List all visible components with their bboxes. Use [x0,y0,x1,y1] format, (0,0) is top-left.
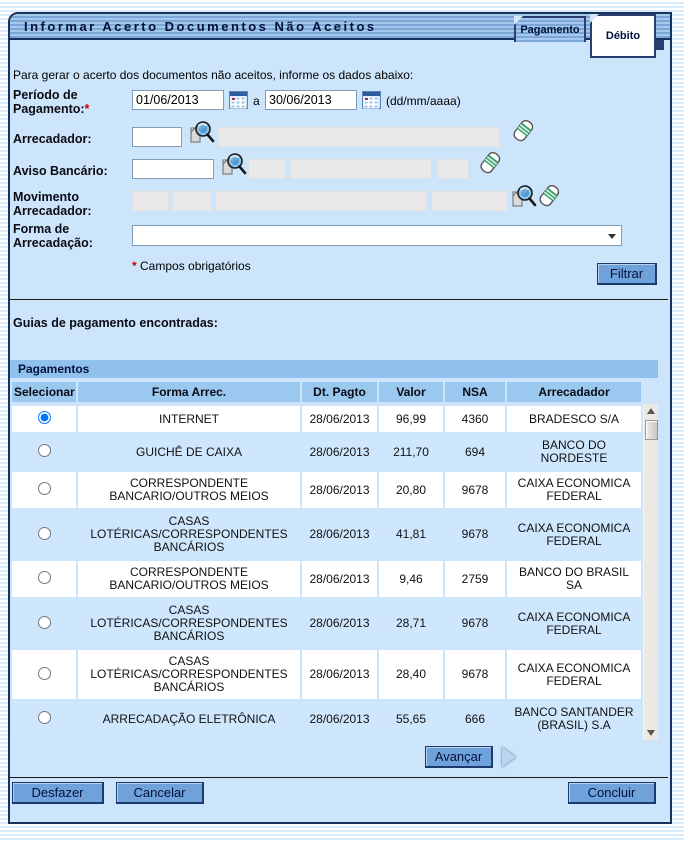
tab-pagamento[interactable] [514,16,586,42]
column-header-dtpagto: Dt. Pagto [302,382,377,402]
payments-rows [10,404,643,739]
cell-selecionar [12,434,76,470]
cell-selecionar [12,650,76,699]
cell-arrecadador: BANCO DO NORDESTE [507,434,641,470]
column-header-arrecadador: Arrecadador [507,382,641,402]
cell-nsa: 666 [445,701,505,737]
cell-arrecadador: BRADESCO S/⁠A [507,406,641,432]
aviso-bancario-label: Aviso Bancário: [13,164,108,178]
column-header-forma: Forma Arrec. [78,382,300,402]
desfazer-button[interactable]: Desfazer [12,782,104,804]
tab-fold-decoration [514,16,523,25]
cell-arrecadador: CAIXA ECONOMICA FEDERAL [507,650,641,699]
cell-selecionar [12,701,76,737]
cell-valor: 28,71 [379,599,443,648]
page-title: Informar Acerto Documentos Não Aceitos [24,19,377,34]
cancelar-button[interactable]: Cancelar [116,782,204,804]
table-row [12,510,641,559]
table-row [12,701,641,737]
movimento-field-3 [215,191,427,211]
cell-dt-pagto: 28/06/2013 [302,472,377,508]
cell-nsa: 9678 [445,599,505,648]
cell-dt-pagto: 28/06/2013 [302,650,377,699]
cell-forma-arrec: CASAS LOTÉRICAS/⁠CORRESPONDENTES BANCÁRIOS [78,599,300,648]
tab-debito[interactable] [590,14,656,58]
section-divider [10,299,668,300]
aviso-field-1 [248,159,286,179]
aviso-field-2 [290,159,432,179]
avancar-button[interactable]: Avançar [425,746,493,768]
table-row [12,406,641,432]
cell-valor: 55,65 [379,701,443,737]
cell-selecionar [12,599,76,648]
vertical-scrollbar[interactable] [643,404,658,740]
cell-forma-arrec: CASAS LOTÉRICAS/⁠CORRESPONDENTES BANCÁRIOS [78,510,300,559]
movimento-field-4 [431,191,508,211]
select-row-radio[interactable] [38,527,51,540]
payments-header-row [10,380,643,404]
movimento-arrecadador-label: Movimento Arrecadador: [13,190,92,218]
scrollbar-down-button[interactable] [644,726,658,740]
table-row [12,599,641,648]
search-icon[interactable] [188,120,215,150]
select-row-radio[interactable] [38,667,51,680]
cell-arrecadador: BANCO DO BRASIL SA [507,561,641,597]
select-row-radio[interactable] [38,482,51,495]
periodo-to-input[interactable] [265,90,357,110]
cell-forma-arrec: CORRESPONDENTE BANCARIO/⁠OUTROS MEIOS [78,561,300,597]
select-row-radio[interactable] [38,711,51,724]
table-row [12,561,641,597]
movimento-field-1 [132,191,169,211]
forma-arrecadacao-label: Forma de Arrecadação: [13,222,93,250]
concluir-button[interactable]: Concluir [568,782,656,804]
cell-arrecadador: CAIXA ECONOMICA FEDERAL [507,599,641,648]
filtrar-button[interactable]: Filtrar [597,263,657,285]
eraser-icon[interactable] [511,118,535,149]
cell-dt-pagto: 28/06/2013 [302,561,377,597]
table-row [12,434,641,470]
periodo-from-input[interactable] [132,90,224,110]
cell-forma-arrec: ARRECADAÇÃO ELETRÔNICA [78,701,300,737]
date-format-hint: (dd/mm/aaaa) [386,94,461,108]
cell-nsa: 2759 [445,561,505,597]
cell-selecionar [12,472,76,508]
eraser-icon[interactable] [537,183,561,214]
cell-dt-pagto: 28/06/2013 [302,510,377,559]
scrollbar-thumb[interactable] [645,420,658,440]
select-row-radio[interactable] [38,571,51,584]
advance-arrow-icon[interactable] [502,747,516,767]
calendar-icon[interactable] [229,91,248,114]
cell-valor: 28,40 [379,650,443,699]
periodo-pagamento-label: Período de Pagamento:* [13,88,90,116]
cell-valor: 96,99 [379,406,443,432]
table-row [12,472,641,508]
search-icon[interactable] [510,184,537,214]
scrollbar-up-button[interactable] [644,404,658,418]
cell-valor: 41,81 [379,510,443,559]
cell-arrecadador: CAIXA ECONOMICA FEDERAL [507,510,641,559]
column-header-valor: Valor [379,382,443,402]
intro-text: Para gerar o acerto dos documentos não aceitos, informe os dados abaixo: [13,68,414,82]
forma-arrecadacao-select[interactable] [132,225,622,246]
arrecadador-label: Arrecadador: [13,132,92,146]
arrow-up-icon [647,408,655,414]
payments-group-title: Pagamentos [10,360,658,378]
cell-forma-arrec: INTERNET [78,406,300,432]
payments-table [10,360,658,740]
cell-nsa: 4360 [445,406,505,432]
arrow-down-icon [647,730,655,736]
cell-selecionar [12,510,76,559]
cell-arrecadador: CAIXA ECONOMICA FEDERAL [507,472,641,508]
aviso-field-3 [437,159,469,179]
chevron-down-icon [608,234,616,239]
main-panel [8,12,672,824]
cell-dt-pagto: 28/06/2013 [302,599,377,648]
tab-debito-label: Débito [605,30,641,42]
movimento-field-2 [172,191,212,211]
aviso-bancario-input[interactable] [132,159,214,179]
cell-nsa: 9678 [445,650,505,699]
payments-scroll-area [10,404,658,740]
cell-selecionar [12,406,76,432]
tab-fold-decoration [590,14,599,23]
cell-selecionar [12,561,76,597]
results-heading: Guias de pagamento encontradas: [13,316,218,330]
cell-forma-arrec: GUICHÊ DE CAIXA [78,434,300,470]
arrecadador-name-field [218,127,500,147]
arrecadador-code-input[interactable] [132,127,182,147]
search-icon[interactable] [220,152,247,182]
cell-dt-pagto: 28/06/2013 [302,434,377,470]
select-row-radio[interactable] [38,616,51,629]
select-row-radio[interactable] [38,444,51,457]
column-header-nsa: NSA [445,382,505,402]
footer-divider [10,777,668,778]
required-fields-note: * Campos obrigatórios [132,259,251,273]
column-header-selecionar: Selecionar [12,382,76,402]
cell-valor: 20,80 [379,472,443,508]
table-row [12,650,641,699]
cell-forma-arrec: CORRESPONDENTE BANCARIO/⁠OUTROS MEIOS [78,472,300,508]
date-separator: a [253,94,260,108]
cell-valor: 211,70 [379,434,443,470]
cell-nsa: 694 [445,434,505,470]
cell-arrecadador: BANCO SANTANDER (BRASIL) S.A [507,701,641,737]
tab-pagamento-label: Pagamento [520,24,580,36]
eraser-icon[interactable] [478,150,502,181]
cell-forma-arrec: CASAS LOTÉRICAS/⁠CORRESPONDENTES BANCÁRIOS [78,650,300,699]
cell-valor: 9,46 [379,561,443,597]
calendar-icon[interactable] [362,91,381,114]
select-row-radio[interactable] [38,411,51,424]
cell-nsa: 9678 [445,510,505,559]
cell-dt-pagto: 28/06/2013 [302,406,377,432]
cell-dt-pagto: 28/06/2013 [302,701,377,737]
cell-nsa: 9678 [445,472,505,508]
